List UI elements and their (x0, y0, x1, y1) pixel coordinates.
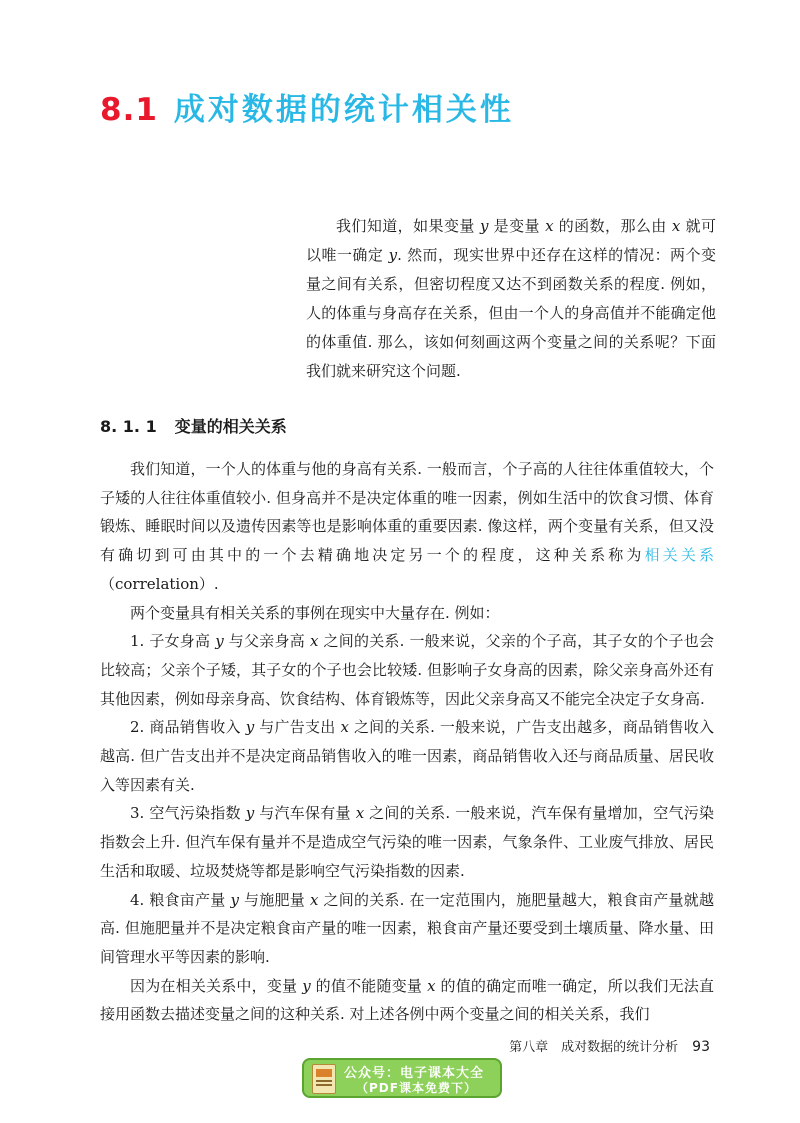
paragraph-definition: 我们知道，一个人的体重与他的身高有关系. 一般而言，个子高的人往往体重值较大，个子矮的人往往体重值较小. 但身高并不是决定体重的唯一因素，例如生活中的饮食习惯、体育锻炼、睡眠时间以及遗传因素等也是影响体重的重要因素. 像这样，两个变量有关系，但又没有确切到可由其中的一个去精确地决定另一个的程度，这种关系称为相关关系（correlation）. (100, 460, 714, 593)
subsection-heading (100, 414, 287, 437)
watermark-badge (302, 1058, 502, 1098)
book-icon (312, 1064, 336, 1094)
paragraph-conclusion: 因为在相关关系中，变量 y 的值不能随变量 x 的值的确定而唯一确定，所以我们无法直接用函数去描述变量之间的这种关系. 对上述各例中两个变量之间的相关关系，我们 (100, 976, 714, 1024)
example-1: 1. 子女身高 y 与父亲身高 x 之间的关系. 一般来说，父亲的个子高，其子女的个子也会比较高；父亲个子矮，其子女的个子也会比较矮. 但影响子女身高的因素，除父亲身高外还有其他因素，例如母亲身高、饮食结构、体育锻炼等，因此父亲身高又不能完全决定子女身高. (100, 632, 714, 708)
page-number: 93 (692, 1039, 710, 1055)
section-title (100, 84, 514, 129)
badge-line-2: （PDF课本免费下） (356, 1081, 477, 1095)
section-number: 8.1 (100, 92, 158, 128)
term-correlation: 相关关系 (644, 546, 714, 565)
badge-line-1: 公众号：电子课本大全 (344, 1066, 485, 1081)
intro-paragraph: 我们知道，如果变量 y 是变量 x 的函数，那么由 x 就可以唯一确定 y. 然而，现实世界中还存在这样的情况：两个变量之间有关系，但密切程度又达不到函数关系的程度. 例如，人的体重与身高存在关系，但由一个人的身高值并不能确定他的体重值. 那么，该如何刻画这两个变量之间的关系呢？下面我们就来研究这个问题. (306, 217, 716, 380)
page-footer (509, 1036, 710, 1055)
section-name: 成对数据的统计相关性 (173, 92, 514, 128)
example-3: 3. 空气污染指数 y 与汽车保有量 x 之间的关系. 一般来说，汽车保有量增加，空气污染指数会上升. 但汽车保有量并不是造成空气污染的唯一因素，气象条件、工业废气排放、居民生活和取暖、垃圾焚烧等都是影响空气污染指数的因素. (100, 804, 714, 880)
body-text (100, 455, 714, 1029)
subsection-title: 变量的相关关系 (174, 417, 287, 436)
subsection-number: 8. 1. 1 (100, 417, 157, 436)
example-4: 4. 粮食亩产量 y 与施肥量 x 之间的关系. 在一定范围内，施肥量越大，粮食亩产量就越高. 但施肥量并不是决定粮食亩产量的唯一因素，粮食亩产量还要受到土壤质量、降水量、田间管理水平等因素的影响. (100, 890, 714, 966)
chapter-label: 第八章 成对数据的统计分析 (509, 1040, 679, 1055)
paragraph-examples-intro: 两个变量具有相关关系的事例在现实中大量存在. 例如： (130, 603, 500, 622)
example-2: 2. 商品销售收入 y 与广告支出 x 之间的关系. 一般来说，广告支出越多，商品销售收入越高. 但广告支出并不是决定商品销售收入的唯一因素，商品销售收入还与商品质量、居民收入等因素有关. (100, 718, 714, 794)
